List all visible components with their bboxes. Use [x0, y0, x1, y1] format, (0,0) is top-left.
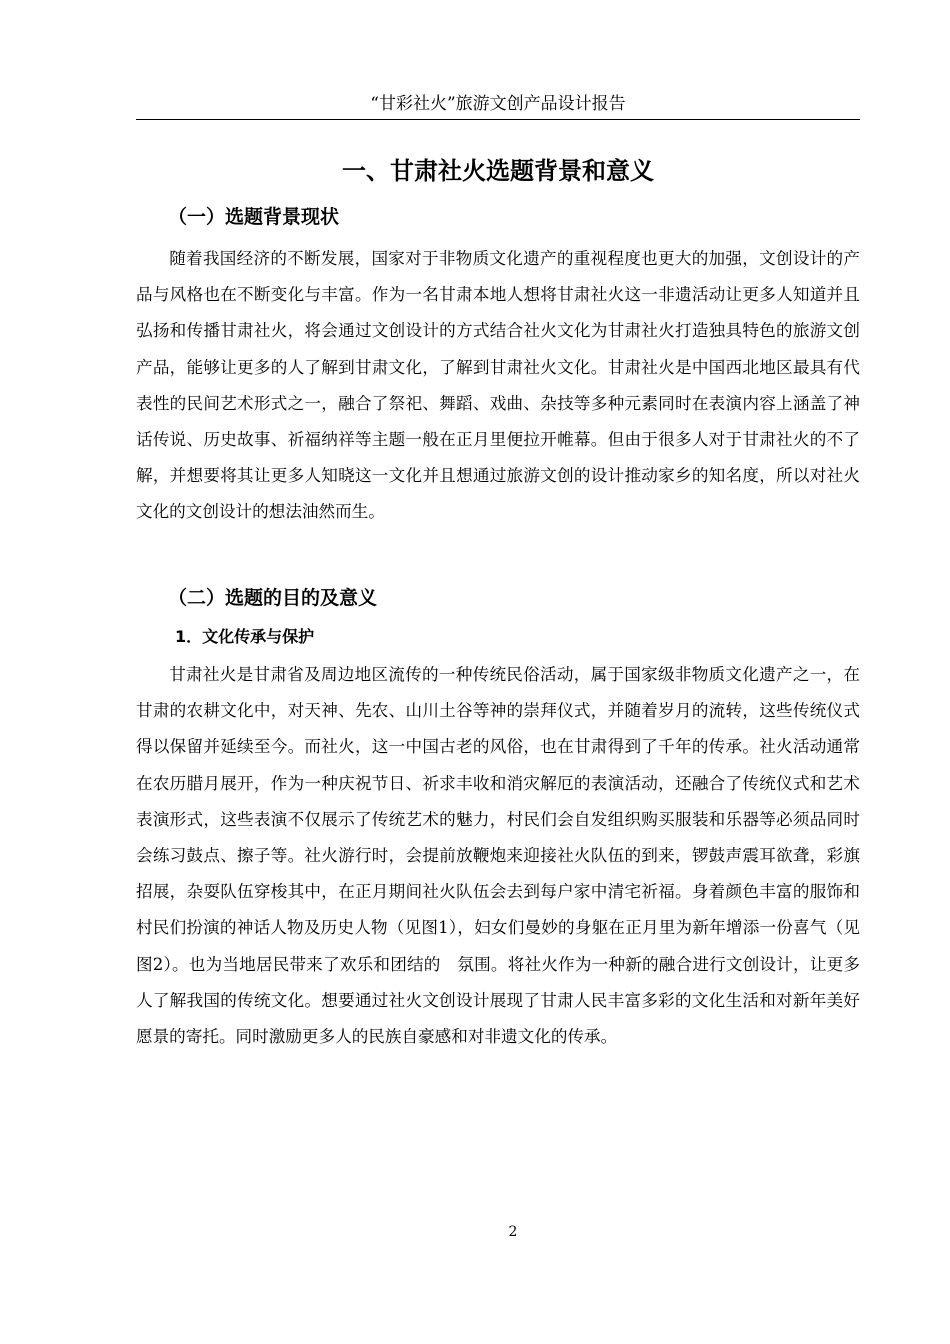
subsection-title-background: （一）选题背景现状 [168, 206, 340, 228]
subsection-title-purpose: （二）选题的目的及意义 [168, 587, 378, 609]
page-number: 2 [508, 1224, 518, 1240]
running-header: “甘彩社火”旅游文创产品设计报告 [370, 94, 626, 114]
header-divider [136, 119, 860, 120]
paragraph-culture-heritage: 甘肃社火是甘肃省及周边地区流传的一种传统民俗活动，属于国家级非物质文化遗产之一，在甘肃的农耕文化中，对天神、先农、山川土谷等神的崇拜仪式，并随着岁月的流转，这些传统仪式得以保留并延续至今。而社火，这一中国古老的风俗，也在甘肃得到了千年的传承。社火活动通常在农历腊月展开，作为一种庆祝节日、祈求丰收和消灾解厄的表演活动，还融合了传统仪式和艺术表演形式，这些表演不仅展示了传统艺术的魅力，村民们会自发组织购买服装和乐器等必须品同时会练习鼓点、擦子等。社火游行时，会提前放鞭炮来迎接社火队伍的到来，锣鼓声震耳欲聋，彩旗招展，杂耍队伍穿梭其中，在正月期间社火队伍会去到每户家中清宅祈福。身着颜色丰富的服饰和村民们扮演的神话人物及历史人物（见图1），妇女们曼妙的身躯在正月里为新年增添一份喜气（见图2）。也为当地居民带来了欢乐和团结的 氛围。将社火作为一种新的融合进行文创设计，让更多人了解我国的传统文化。想要通过社火文创设计展现了甘肃人民丰富多彩的文化生活和对新年美好愿景的寄托。同时激励更多人的民族自豪感和对非遗文化的传承。 [136, 665, 860, 1047]
paragraph-background: 随着我国经济的不断发展，国家对于非物质文化遗产的重视程度也更大的加强，文创设计的产品与风格也在不断变化与丰富。作为一名甘肃本地人想将甘肃社火这一非遗活动让更多人知道并且弘扬和传播甘肃社火，将会通过文创设计的方式结合社火文化为甘肃社火打造独具特色的旅游文创产品，能够让更多的人了解到甘肃文化，了解到甘肃社火文化。甘肃社火是中国西北地区最具有代表性的民间艺术形式之一，融合了祭祀、舞蹈、戏曲、杂技等多种元素同时在表演内容上涵盖了神话传说、历史故事、祈福纳祥等主题一般在正月里便拉开帷幕。但由于很多人对于甘肃社火的不了解，并想要将其让更多人知晓这一文化并且想通过旅游文创的设计推动家乡的知名度，所以对社火文化的文创设计的想法油然而生。 [136, 249, 860, 522]
section-title: 一、甘肃社火选题背景和意义 [342, 157, 654, 185]
item-title-culture-heritage: 1．文化传承与保护 [175, 627, 315, 646]
